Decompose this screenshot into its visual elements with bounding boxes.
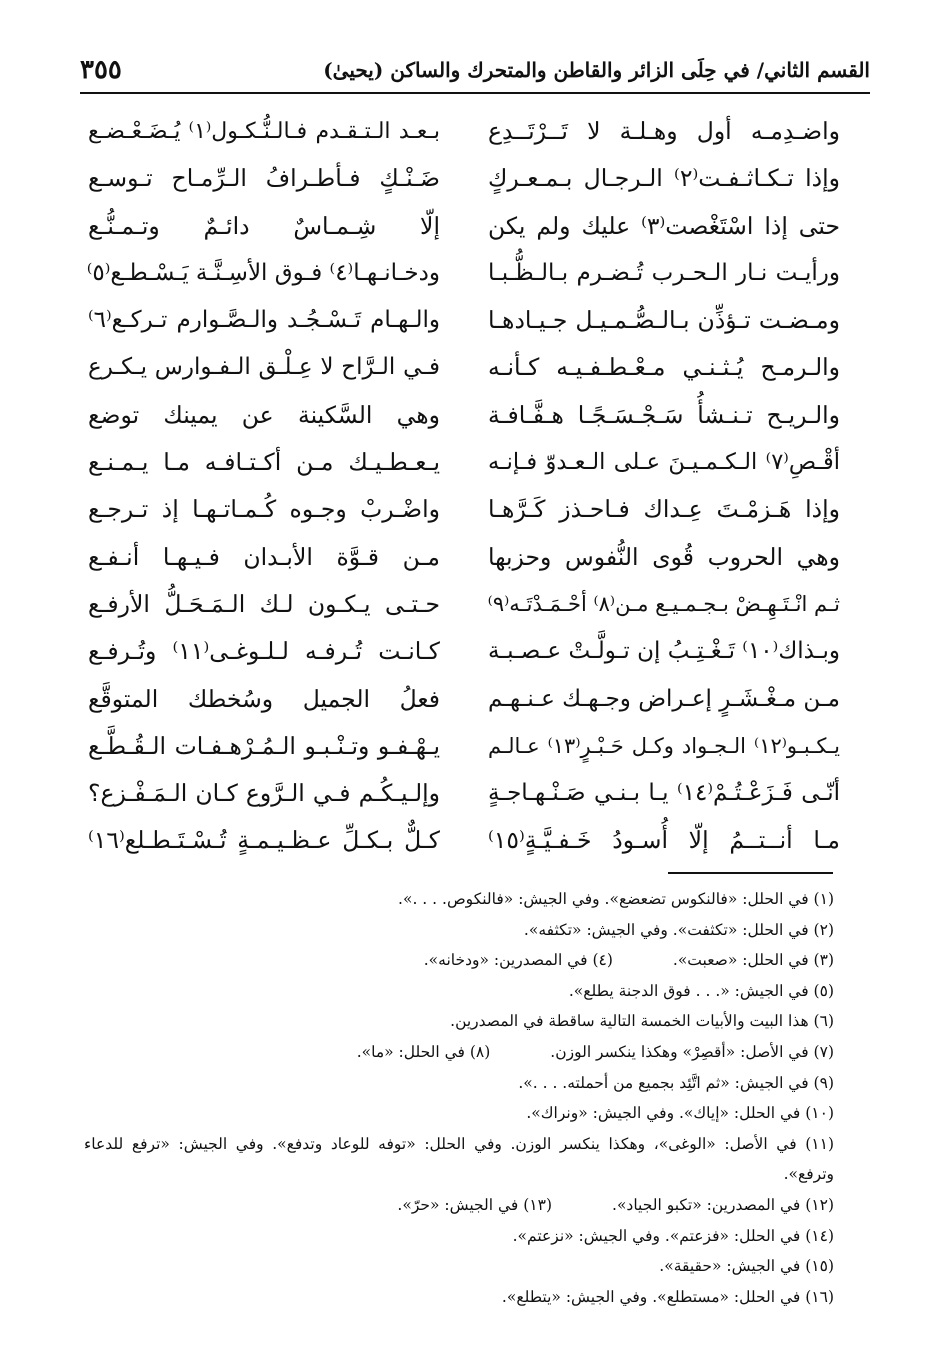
header-rule — [80, 92, 870, 94]
verse-second-hemistich: حـتـى يـكـون لـك الـمَـحَـلُّ الأرفـع — [88, 589, 440, 618]
verse-first-hemistich: وهي الحروب قُوى النُّفوس وحزبها — [488, 542, 840, 571]
page-header — [80, 50, 870, 90]
verse-second-hemistich: يـعـطـيـك مـن أكـتـافـه مـا يـمـنـع — [88, 448, 440, 477]
verse-first-hemistich: ورأيـت نـار الـحـرب تُـضـرم بـالـظُّـبـا — [488, 259, 840, 286]
footnote: (٨) في الحلل: «ما». — [356, 1042, 491, 1061]
footnote: (٢) في الحلل: «تكثفت». وفي الجيش: «تكثفه». — [523, 920, 834, 939]
verse-second-hemistich: وإلـيـكُـم فـي الـرَّوع كـان الـمَـفْـزع؟ — [88, 779, 440, 808]
verse-second-hemistich: واضْـربْ وجـوه كُـمـاتـهـا إذ تـرجـع — [88, 495, 440, 524]
footnotes — [84, 884, 834, 1312]
footnote: (١٣) في الجيش: «حرّ». — [397, 1195, 553, 1214]
verse-first-hemistich: حتى إذا اسْتَغْصت⁽٣⁾ عليك ولم يكن — [488, 211, 840, 240]
footnote: (١٢) في المصدرين: «تكبو الجياد». — [612, 1195, 834, 1214]
footnote: (١٠) في الحلل: «إياك». وفي الجيش: «ونراك». — [526, 1104, 834, 1123]
verse-second-hemistich: والـهـام تَـسْـجُـد والـصَّـوارم تـركـع⁽٦⁾ — [88, 307, 440, 334]
verse-second-hemistich: يـهْـفـو وتـنْـبـو الـمُـرْهـفـات الـقُـطَّـع — [88, 731, 440, 760]
footnote: (٦) هذا البيت والأبيات الخمسة التالية ساقطة في المصدرين. — [450, 1012, 834, 1031]
footnote: (٧) في الأصل: «أقصِرْ» وهكذا ينكسر الوزن. — [550, 1042, 834, 1061]
verse-second-hemistich: إلّا شِـمـاسٌ دائـمٌ وتـمـنُّـع — [88, 211, 440, 240]
footnote: (١٦) في الحلل: «مستطلع». وفي الجيش: «يتطلع». — [501, 1287, 834, 1306]
verse-first-hemistich: والـريـح تـنـشأُ سَـجْـسَـجًـا هـفَّـافـة — [488, 400, 840, 429]
footnote: (١٥) في الجيش: «حقيقة». — [659, 1257, 834, 1276]
verse-second-hemistich: كـانـت تُـرفـه لـلـوغـى⁽١١⁾ وتُـرفـع — [88, 637, 440, 666]
verse-second-hemistich: كـلٌّ بـكـلِّ عـظـيـمـةٍ تُـسْـتَـطـلع⁽١٦⁾ — [88, 826, 440, 855]
verse-first-hemistich: وإذا هَـزمْـتَ عِـداك فـاحـذز كَـرَّهـا — [488, 495, 840, 524]
verse-first-hemistich: والـرمـح يُـثـنـي مـعْـطـفـيـه كـأنـه — [488, 353, 840, 382]
verse-first-hemistich: وإذا تـكـاثـفـت⁽٢⁾ الـرجـال بـمـعـركٍ — [488, 164, 840, 193]
verse-second-hemistich: بـعـد الـتـقـدم فـالـنُّـكـول⁽١⁾ يُـضَـعْـضـع — [88, 119, 440, 144]
footnote-pair — [84, 1037, 834, 1068]
running-title: القسم الثاني/ في حِلَى الزائر والقاطن والمتحرك والساكن (يحيىٰ) — [323, 58, 870, 82]
footnote-pair — [84, 1190, 834, 1221]
verse-second-hemistich: مـن قـوَّة الأبـدان فـيـهـا أنـفـع — [88, 542, 440, 571]
verse-first-hemistich: ثـم انْـتَـهِـضْ بـجـمـيـع مـن⁽٨⁾ أحْـمَـدْتَـه⁽٩⁾ — [487, 591, 840, 616]
footnote: (١) في الحلل: «فالنكوس تضعضع». وفي الجيش: «فالنكوص. . . .». — [398, 890, 834, 908]
verse-first-hemistich: أنّـى فَـزَعْـتُـمْ⁽١٤⁾ يـا بـنـي صَـنْـهـاجـةٍ — [488, 780, 840, 807]
footnote: (١١) في الأصل: «الوغى»، وهكذا ينكسر الوزن. وفي الحلل: «توفه للوعاد وتدفع». وفي الجيش: «ترفع للدعاء وترفع». — [84, 1134, 834, 1184]
footnote: (٤) في المصدرين: «ودخانه». — [423, 951, 613, 970]
verse-first-hemistich: يـكـبـو⁽١٢⁾ الـجـواد وكـل حَـبْـرٍ⁽١٣⁾ عـالـم — [488, 733, 840, 758]
footnote: (٥) في الجيش: «. . . فوق الدجنة يطلع». — [568, 981, 834, 1000]
footnote: (١٤) في الحلل: «فزعتم». وفي الجيش: «نزعتم». — [512, 1226, 834, 1245]
verse-first-hemistich: مـن مـغْـشَـرٍ إعـراض وجـهـك عـنـهـم — [488, 685, 840, 712]
footnote-pair — [84, 945, 834, 976]
footnote: (٩) في الجيش: «ثم اتَّئِد بجميع من أحملته. . . .». — [518, 1073, 834, 1092]
verse-first-hemistich: واضـدِمـه أول وهـلـة لا تَــرْتَــدِع — [488, 117, 840, 145]
footnote-separator — [668, 872, 833, 874]
verse-second-hemistich: وهي السَّكينة عن يمينك توضع — [88, 400, 440, 429]
poem-left-column — [88, 108, 440, 865]
verse-second-hemistich: فـي الـرَّاح لا عِـلْـق الـفـوارس يـكـرع — [88, 354, 440, 381]
verse-first-hemistich: مـا أنــتــمُ إلّا أُسـودُ خَـفـيَّـةٍ⁽١٥⁾ — [488, 826, 840, 855]
verse-first-hemistich: أقْـصِ⁽٧⁾ الـكـمـيـنَ عـلى الـعـدوّ فـإنـه — [488, 449, 840, 476]
verse-second-hemistich: ضَـنْـكٍ فـأطـرافُ الـرِّمـاح تـوسـع — [88, 164, 440, 193]
poem-right-column — [488, 108, 840, 865]
verse-second-hemistich: ودخـانـهـا⁽٤⁾ فـوق الأسِـنَّـة يَـسْـطـع⁽٥⁾ — [86, 259, 440, 286]
verse-second-hemistich: فعلُ الجميل وسُخطك المتوقَّع — [88, 684, 440, 713]
page-number: ٣٥٥ — [80, 55, 122, 85]
footnote: (٣) في الحلل: «صعبت». — [672, 951, 834, 970]
verse-first-hemistich: وبـذاك⁽١٠⁾ تَـغْـتِـبُ إن تـولَّـتْ عـصـبـة — [488, 638, 840, 665]
verse-first-hemistich: ومـضـت تـؤذِّن بـالـصُّـمـيـل جـيـادهـا — [488, 306, 840, 335]
